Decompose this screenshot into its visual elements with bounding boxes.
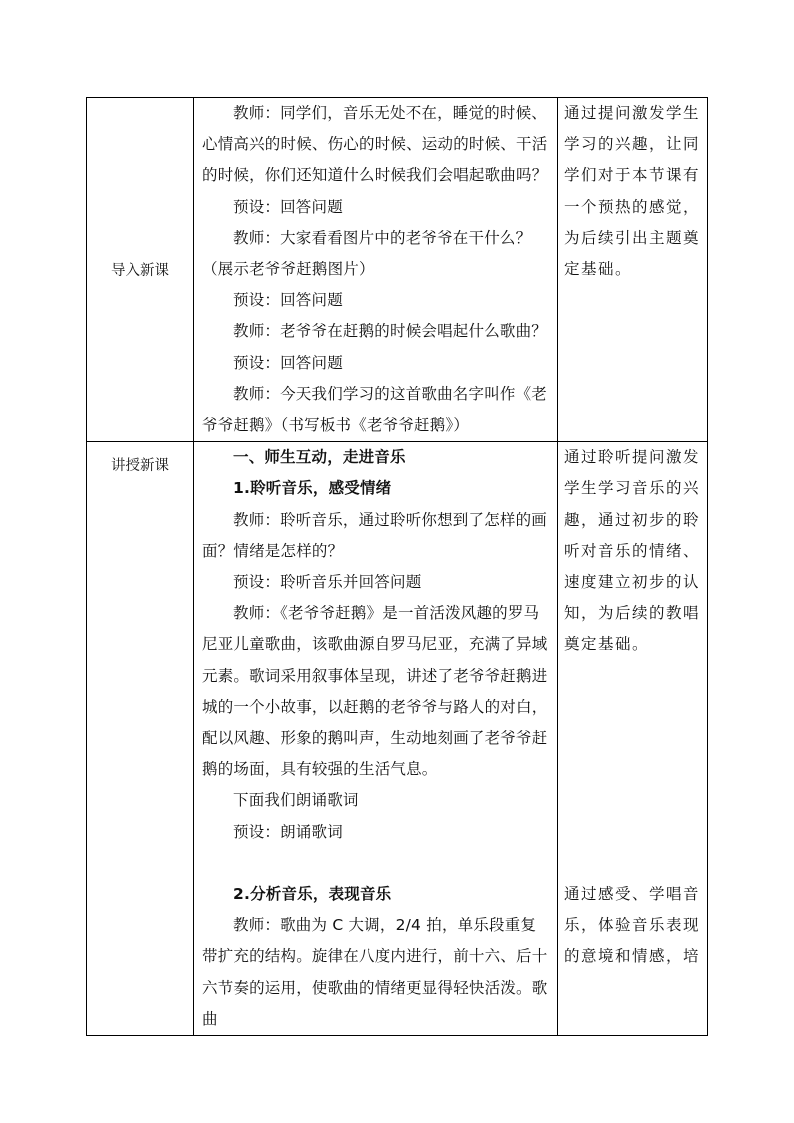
paragraph: 教师：歌曲为 C 大调，2/4 拍，单乐段重复带扩充的结构。旋律在八度内进行，前十六、后十六节奏的运用，使歌曲的情绪更显得轻快活泼。歌曲: [202, 916, 548, 1028]
paragraph: 下面我们朗诵歌词: [233, 791, 359, 810]
process-cell: [194, 442, 558, 1036]
stage-label: 讲授新课: [111, 458, 169, 475]
paragraph: 教师：《老爷爷赶鹅》是一首活泼风趣的罗马尼亚儿童歌曲，该歌曲源自罗马尼亚，充满了异域元素。歌词采用叙事体呈现，讲述了老爷爷赶鹅进城的一个小故事，以赶鹅的老爷爷与路人的对白，配以风趣、形象的鹅叫声，生动地刻画了老爷爷赶鹅的场面，具有较强的生活气息。: [202, 604, 548, 779]
paragraph: 预设：回答问题: [233, 353, 343, 372]
aim-cell: [558, 98, 708, 442]
paragraph: 教师：今天我们学习的这首歌曲名字叫作《老爷爷赶鹅》（书写板书《老爷爷赶鹅》）: [202, 384, 548, 435]
paragraph: 预设：聆听音乐并回答问题: [233, 573, 422, 592]
spacer: [564, 661, 701, 879]
paragraph: 预设：回答问题: [233, 197, 343, 216]
aim-text: 通过提问激发学生学习的兴趣，让同学们对于本节课有一个预热的感觉，为后续引出主题奠定基础。: [564, 104, 701, 279]
blank-line: [202, 848, 549, 879]
lesson-plan-table: [86, 97, 708, 1036]
aim-text: 通过感受、学唱音乐，体验音乐表现的意境和情感，培: [564, 884, 701, 966]
table-row: [87, 442, 708, 1036]
paragraph: 预设：回答问题: [233, 291, 343, 310]
stage-label: 导入新课: [111, 263, 169, 280]
process-cell: [194, 98, 558, 442]
paragraph: 教师：同学们，音乐无处不在，睡觉的时候、心情高兴的时候、伤心的时候、运动的时候、干活的时候，你们还知道什么时候我们会唱起歌曲吗？: [202, 104, 548, 185]
paragraph: 教师：聆听音乐，通过聆听你想到了怎样的画面？情绪是怎样的？: [202, 510, 548, 560]
subsection-heading: 2.分析音乐，表现音乐: [233, 885, 392, 904]
section-heading: 一、师生互动，走进音乐: [233, 448, 406, 467]
paragraph: 教师：老爷爷在赶鹅的时候会唱起什么歌曲？: [233, 322, 548, 341]
aim-cell: [558, 442, 708, 1036]
table-row: [87, 98, 708, 442]
subsection-heading: 1.聆听音乐，感受情绪: [233, 479, 392, 498]
stage-cell: [87, 98, 194, 442]
aim-text: 通过聆听提问激发学生学习音乐的兴趣，通过初步的聆听对音乐的情绪、速度建立初步的认知，为后续的教唱奠定基础。: [564, 448, 701, 654]
paragraph: 教师：大家看看图片中的老爷爷在干什么？（展示老爷爷赶鹅图片）: [202, 228, 532, 279]
stage-cell: [87, 442, 194, 1036]
paragraph: 预设：朗诵歌词: [233, 822, 343, 841]
